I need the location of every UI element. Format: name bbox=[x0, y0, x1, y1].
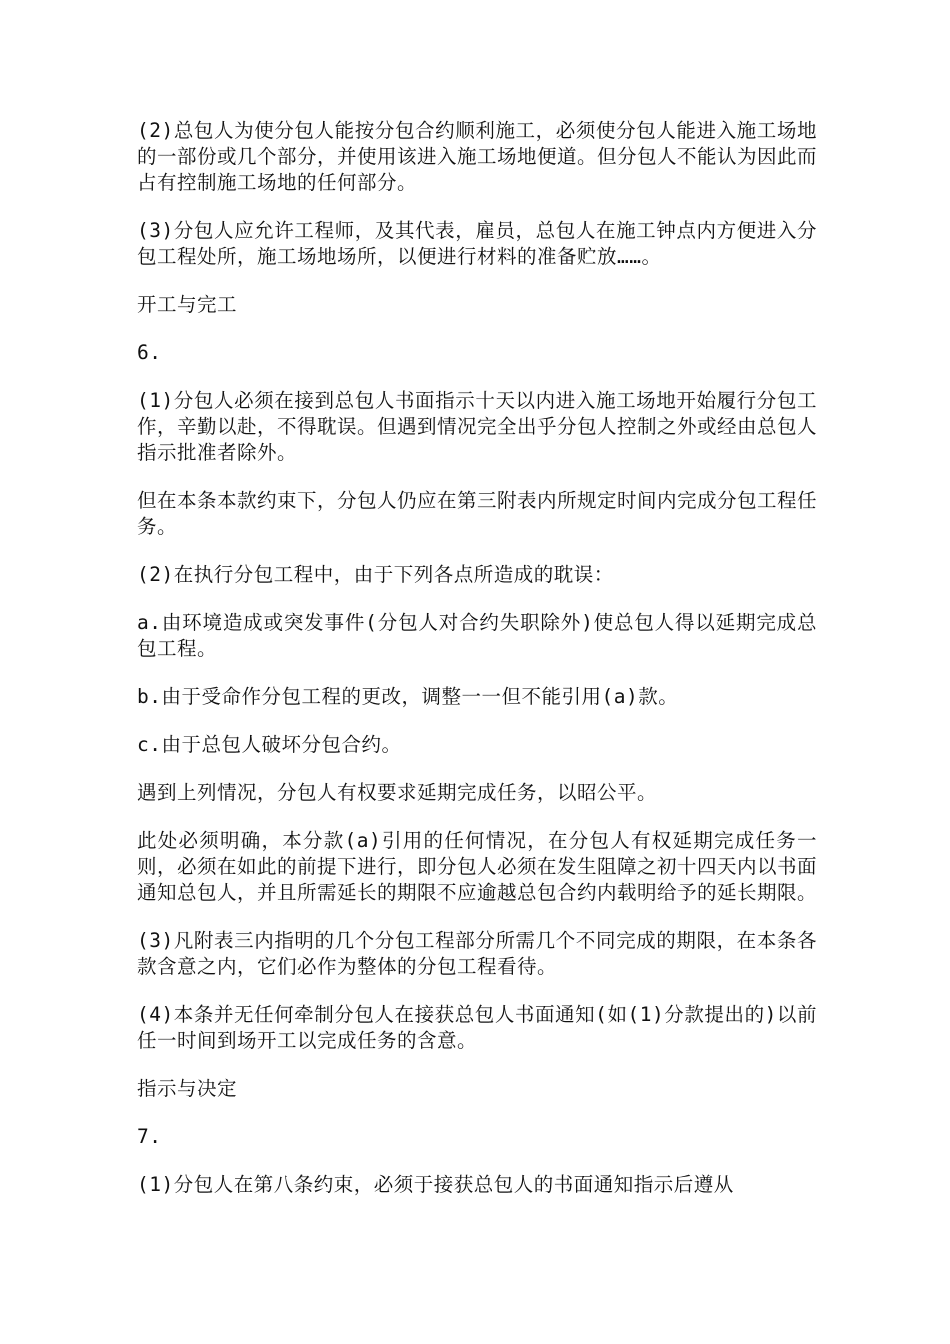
paragraph-3-access-permission: (3)分包人应允许工程师，及其代表，雇员，总包人在施工钟点内方便进入分包工程处所，施工场地场所，以便进行材料的准备贮放……。 bbox=[137, 219, 817, 268]
paragraph-6-4: (4)本条并无任何牵制分包人在接获总包人书面通知(如(1)分款提出的)以前任一时间到场开工以完成任务的含意。 bbox=[137, 1003, 817, 1052]
paragraph-6-2: (2)在执行分包工程中，由于下列各点所造成的耽误： bbox=[137, 563, 614, 586]
paragraph-6-1-continued: 但在本条本款约束下，分包人仍应在第三附表内所规定时间内完成分包工程任务。 bbox=[137, 489, 818, 538]
paragraph-6-2-summary: 遇到上列情况，分包人有权要求延期完成任务，以昭公平。 bbox=[137, 781, 658, 804]
paragraph-6-3: (3)凡附表三内指明的几个分包工程部分所需几个不同完成的期限，在本条各款含意之内，它们必作为整体的分包工程看待。 bbox=[137, 929, 817, 978]
paragraph-6-2-b: b.由于受命作分包工程的更改，调整一一但不能引用(a)款。 bbox=[137, 685, 679, 708]
paragraph-7-1: (1)分包人在第八条约束，必须于接获总包人的书面通知指示后遵从 bbox=[137, 1173, 734, 1196]
clause-number-7: 7. bbox=[137, 1125, 162, 1148]
paragraph-2-access: (2)总包人为使分包人能按分包合约顺利施工，必须使分包人能进入施工场地的一部份或几个部分，并使用该进入施工场地便道。但分包人不能认为因此而占有控制施工场地的任何部分。 bbox=[137, 119, 818, 194]
document-page bbox=[137, 118, 817, 1220]
section-heading-instructions: 指示与决定 bbox=[137, 1077, 238, 1100]
paragraph-6-2-a: a.由环境造成或突发事件(分包人对合约失职除外)使总包人得以延期完成总包工程。 bbox=[137, 611, 817, 660]
clause-number-6: 6. bbox=[137, 341, 162, 364]
paragraph-6-2-clarification: 此处必须明确，本分款(a)引用的任何情况，在分包人有权延期完成任务一则，必须在如此的前提下进行，即分包人必须在发生阻障之初十四天内以书面通知总包人，并且所需延长的期限不应逾越总包合约内载明给予的延长期限。 bbox=[137, 829, 818, 904]
paragraph-6-2-c: c.由于总包人破坏分包合约。 bbox=[137, 733, 402, 756]
section-heading-commencement: 开工与完工 bbox=[137, 293, 238, 316]
paragraph-6-1: (1)分包人必须在接到总包人书面指示十天以内进入施工场地开始履行分包工作，辛勤以赴，不得耽误。但遇到情况完全出乎分包人控制之外或经由总包人指示批准者除外。 bbox=[137, 389, 818, 464]
